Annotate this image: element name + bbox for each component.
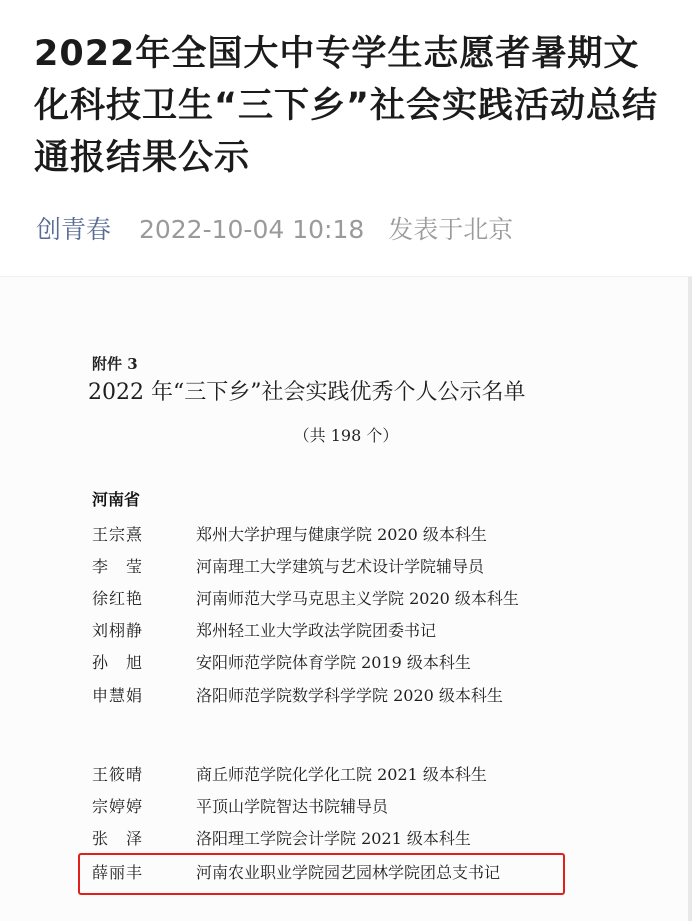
- list-item: [0, 793, 692, 821]
- list-item: [0, 761, 692, 789]
- person-description: 郑州大学护理与健康学院 2020 级本科生: [196, 525, 487, 544]
- list-item: [0, 521, 692, 549]
- person-description: 安阳师范学院体育学院 2019 级本科生: [196, 653, 471, 672]
- person-description: 河南农业职业学院园艺园林学院团总支书记: [196, 863, 501, 882]
- person-description: 平顶山学院智达书院辅导员: [196, 797, 389, 816]
- highlight-box: [78, 853, 565, 895]
- list-item: [0, 553, 692, 581]
- person-name: 王宗熹: [92, 525, 144, 544]
- person-name: 徐红艳: [92, 589, 144, 608]
- person-name: 刘栩静: [92, 621, 144, 640]
- author-link[interactable]: 创青春: [36, 215, 112, 244]
- list-title: 2022 年“三下乡”社会实践优秀个人公示名单: [88, 380, 526, 405]
- person-description: 商丘师范学院化学化工院 2021 级本科生: [196, 765, 487, 784]
- list-count: （共 198 个）: [293, 426, 399, 445]
- publish-time: 2022-10-04 10:18: [138, 215, 365, 244]
- person-name: 张 泽: [92, 829, 144, 848]
- list-item: [0, 682, 692, 710]
- person-name: 薛丽丰: [92, 863, 144, 882]
- person-name: 王筱晴: [92, 765, 144, 784]
- list-item: [0, 649, 692, 677]
- article-title: 2022年全国大中专学生志愿者暑期文化科技卫生“三下乡”社会实践活动总结通报结果公示: [34, 34, 659, 178]
- person-name: 宗婷婷: [92, 797, 144, 816]
- list-item: [0, 617, 692, 645]
- person-description: 洛阳理工学院会计学院 2021 级本科生: [196, 829, 471, 848]
- person-name: 申慧娟: [92, 686, 144, 705]
- person-description: 洛阳师范学院数学科学学院 2020 级本科生: [196, 686, 503, 705]
- person-description: 郑州轻工业大学政法学院团委书记: [196, 621, 437, 640]
- person-name: 李 莹: [92, 557, 144, 576]
- article-meta: [36, 212, 513, 248]
- person-description: 河南师范大学马克思主义学院 2020 级本科生: [196, 589, 519, 608]
- attachment-label: 附件 3: [92, 355, 138, 373]
- document-image[interactable]: [0, 276, 692, 921]
- person-name: 孙 旭: [92, 653, 144, 672]
- province-heading: 河南省: [92, 490, 141, 509]
- publish-location: 发表于北京: [388, 215, 514, 244]
- list-item: [0, 825, 692, 853]
- person-description: 河南理工大学建筑与艺术设计学院辅导员: [196, 557, 485, 576]
- list-item: [0, 585, 692, 613]
